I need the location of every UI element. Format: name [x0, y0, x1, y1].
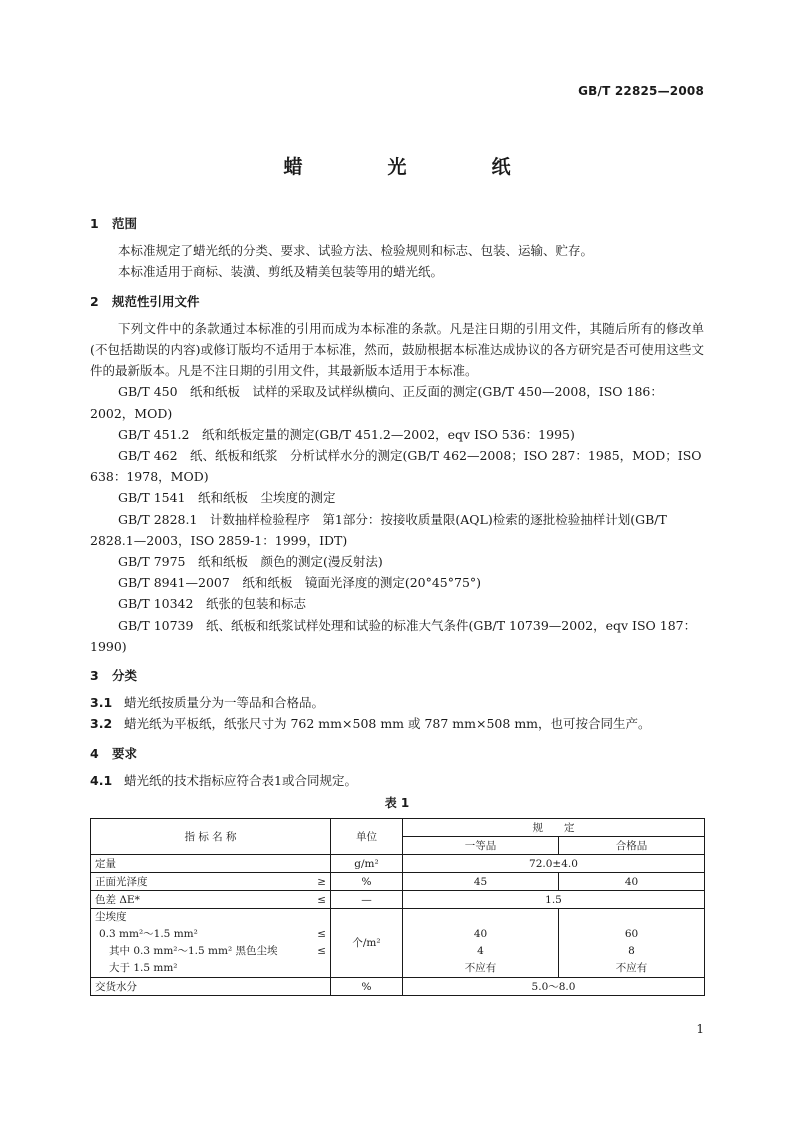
sub-item: 大于 1.5 mm²: [109, 962, 178, 975]
table-header-row: [91, 819, 705, 837]
grade-value: 8: [628, 945, 635, 958]
reference-item: GB/T 10739 纸、纸板和纸浆试样处理和试验的标准大气条件(GB/T 10739—2002，eqv ISO 187：1990): [90, 617, 697, 654]
grade-value: 60: [624, 928, 639, 941]
clause-number: 4.1: [90, 772, 113, 788]
section-number: 3: [90, 668, 99, 684]
reference-item: GB/T 450 纸和纸板 试样的采取及试样纵横向、正反面的测定(GB/T 450—2008，ISO 186：2002，MOD): [90, 384, 663, 421]
clause-4-1: [90, 770, 704, 791]
clause-text: 蜡光纸为平板纸，纸张尺寸为 762 mm×508 mm 或 787 mm×508 mm，也可按合同生产。: [124, 716, 651, 732]
row-name: 交货水分: [91, 978, 331, 996]
reference-item: GB/T 1541 纸和纸板 尘埃度的测定: [118, 490, 336, 506]
clause-text: 蜡光纸按质量分为一等品和合格品。: [124, 695, 325, 711]
row-unit: %: [331, 978, 403, 996]
reference-item: GB/T 7975 纸和纸板 颜色的测定(漫反射法): [118, 554, 383, 570]
row-grade1: [403, 909, 559, 978]
row-grade2: [559, 909, 705, 978]
grade-value: 不应有: [464, 962, 497, 975]
paragraph: 本标准规定了蜡光纸的分类、要求、试验方法、检验规则和标志、包装、运输、贮存。: [118, 243, 594, 259]
clause-text: 蜡光纸的技术指标应符合表1或合同规定。: [124, 772, 357, 788]
section-number: 1: [90, 216, 99, 231]
row-symbol: ≤: [317, 893, 326, 906]
document-body: [90, 213, 704, 996]
grade-value: 不应有: [615, 962, 648, 975]
grade-value: 4: [477, 945, 484, 958]
section-title: 分类: [112, 668, 138, 684]
row-name: 色差 ΔE*: [95, 893, 140, 906]
section-number: 4: [90, 745, 99, 761]
clause-3-1: [90, 692, 704, 713]
section-heading-3: [90, 665, 704, 686]
table-row-dust: [91, 909, 705, 978]
grade-value: 40: [473, 928, 488, 941]
section-heading-2: [90, 291, 704, 312]
reference-item: GB/T 10342 纸张的包装和标志: [118, 596, 306, 612]
header-spec: 规 定: [403, 819, 705, 837]
row-name: 尘埃度: [95, 911, 127, 924]
row-unit: %: [331, 873, 403, 891]
row-name-cell: [91, 873, 331, 891]
clause-3-2: [90, 713, 704, 734]
section-title: 范围: [112, 216, 138, 231]
section-heading-1: [90, 213, 704, 234]
row-unit: —: [331, 891, 403, 909]
reference-item: GB/T 2828.1 计数抽样检验程序 第1部分：按接收质量限(AQL)检索的逐批检验抽样计划(GB/T 2828.1—2003，ISO 2859-1：1999，IDT): [90, 511, 667, 548]
row-name: 定量: [91, 855, 331, 873]
row-symbol: ≥: [317, 875, 326, 888]
row-value: 5.0～8.0: [403, 978, 705, 996]
row-name: 正面光泽度: [95, 875, 148, 888]
row-unit: 个/m²: [331, 909, 403, 978]
sub-item: 0.3 mm²～1.5 mm²: [99, 928, 198, 941]
header-unit: 单位: [331, 819, 403, 855]
reference-item: GB/T 451.2 纸和纸板定量的测定(GB/T 451.2—2002，eqv ISO 536：1995): [118, 426, 575, 442]
paragraph: 本标准适用于商标、装潢、剪纸及精美包装等用的蜡光纸。: [118, 264, 444, 280]
table-row: [91, 978, 705, 996]
table-row: [91, 891, 705, 909]
sub-item: 其中 0.3 mm²～1.5 mm² 黑色尘埃: [109, 945, 278, 958]
standard-code: GB/T 22825—2008: [578, 84, 704, 98]
paragraph: 下列文件中的条款通过本标准的引用而成为本标准的条款。凡是注日期的引用文件，其随后所有的修改单(不包括勘误的内容)或修订版均不适用于本标准，然而，鼓励根据本标准达成协议的各方研究是否可使用这些文件的最新版本。凡是不注日期的引用文件，其最新版本适用于本标准。: [90, 320, 704, 379]
row-unit: g/m²: [331, 855, 403, 873]
row-symbol: ≤: [317, 945, 326, 958]
reference-item: GB/T 8941—2007 纸和纸板 镜面光泽度的测定(20°45°75°): [118, 575, 482, 591]
row-grade1: 45: [403, 873, 559, 891]
section-number: 2: [90, 293, 99, 309]
table-row: [91, 873, 705, 891]
table-row: [91, 855, 705, 873]
section-heading-4: [90, 743, 704, 764]
section-title: 要求: [112, 745, 138, 761]
row-value: 1.5: [403, 891, 705, 909]
clause-number: 3.2: [90, 716, 113, 732]
row-name-cell: [91, 891, 331, 909]
table-caption: 表 1: [384, 796, 410, 811]
header-grade2: 合格品: [559, 837, 705, 855]
document-title: 蜡 光 纸: [283, 156, 544, 178]
page-number: 1: [696, 1022, 704, 1036]
row-value: 72.0±4.0: [403, 855, 705, 873]
row-symbol: ≤: [317, 928, 326, 941]
header-grade1: 一等品: [403, 837, 559, 855]
row-name-cell: [91, 909, 331, 978]
section-title: 规范性引用文件: [112, 293, 200, 309]
row-grade2: 40: [559, 873, 705, 891]
spec-table: [90, 818, 705, 996]
clause-number: 3.1: [90, 695, 113, 711]
header-indicator: 指 标 名 称: [91, 819, 331, 855]
reference-item: GB/T 462 纸、纸板和纸浆 分析试样水分的测定(GB/T 462—2008；ISO 287：1985，MOD；ISO 638：1978，MOD): [90, 448, 702, 485]
